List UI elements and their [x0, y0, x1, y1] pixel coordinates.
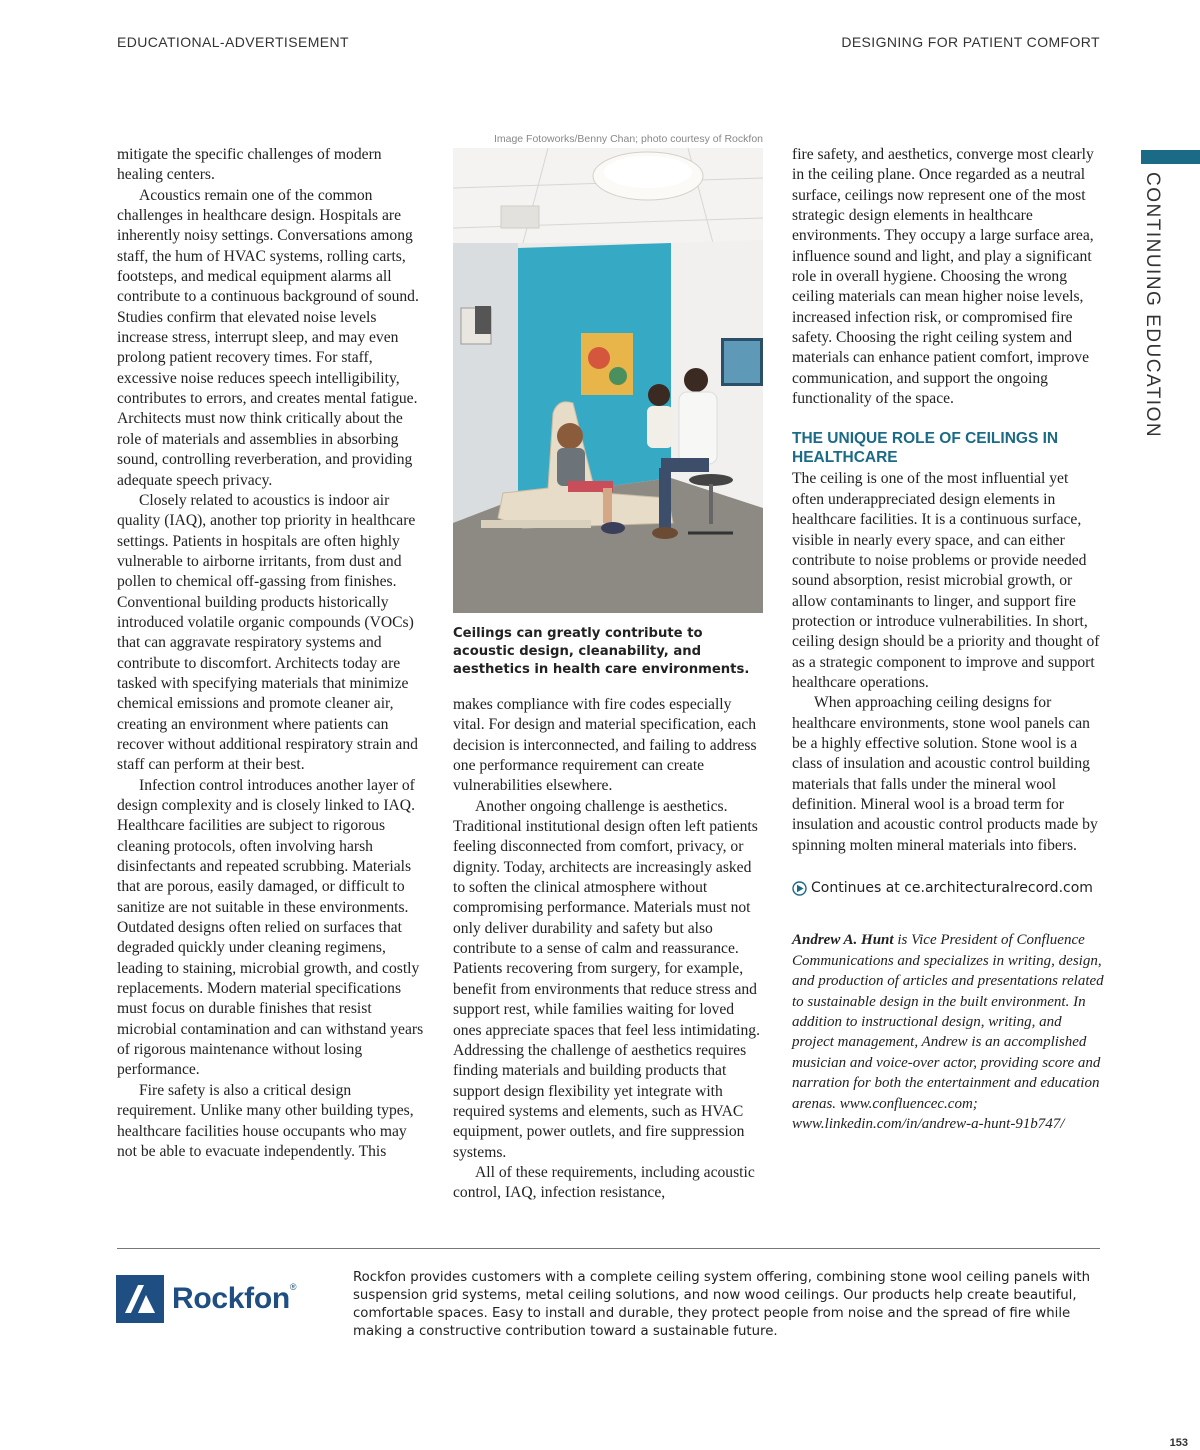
author-bio-text: is Vice President of Confluence Communications and specializes in writing, design, and production of articles and presentations related to sustainable design in the built environment. In addition to instructional design, writing, and project management, Andrew is an accomplished musician and voice-over actor, providing score and narration for both the entertainment and education arenas. www.confluencec.com; www.linkedin.com/in/andrew-a-hunt-91b747/	[792, 932, 1104, 1132]
rockfon-logo	[116, 1275, 296, 1323]
continues-text[interactable]: Continues at ce.architecturalrecord.com	[811, 880, 1093, 896]
footer-divider	[117, 1248, 1100, 1249]
paragraph: Acoustics remain one of the common challenges in healthcare design. Hospitals are inherently noisy settings. Conversations among staff, the hum of HVAC systems, rolling carts, footsteps, and medical equipment alarms all contribute to a continuous background of sound. Studies confirm that elevated noise levels increase stress, interrupt sleep, and may even prolong patient recovery times. For staff, excessive noise reduces speech intelligibility, contributes to errors, and creates mental fatigue. Architects must now think critically about the role of materials and assemblies in absorbing sound, controlling reverberation, and providing adequate speech privacy.	[117, 186, 419, 489]
running-header-right: DESIGNING FOR PATIENT COMFORT	[841, 34, 1100, 50]
author-bio	[792, 930, 1104, 1134]
photo-credit: Image Fotoworks/Benny Chan; photo courtesy of Rockfon	[493, 133, 763, 145]
paragraph: The ceiling is one of the most influential yet often underappreciated design elements in healthcare facilities. It is a continuous surface, visible in nearly every space, and can either contribute to noise problems or provide needed sound absorption, resist microbial growth, or allow contaminants to linger, and support fire protection or introduce vulnerabilities. In short, ceiling design should be a priority and thought of as a strategic component to improve and support healthcare operations.	[792, 470, 1100, 691]
paragraph: Closely related to acoustics is indoor air quality (IAQ), another top priority in healthcare settings. Patients in hospitals are often highly vulnerable to airborne irritants, from dust and pollen to chemical off-gassing from finishes. Conventional building products historically introduced volatile organic compounds (VOCs) that can aggravate respiratory systems and contribute to discomfort. Architects today are tasked with specifying materials that minimize chemical emissions and promote cleaner air, creating an environment where patients can recover without additional respiratory strain and staff can perform at their best.	[117, 491, 418, 774]
paragraph: Another ongoing challenge is aesthetics. Traditional institutional design often left patients feeling disconnected from comfort, privacy, or dignity. Today, architects are increasingly asked to soften the clinical atmosphere without compromising performance. Materials must not only deliver durability and safety but also contribute to a sense of calm and reassurance. Patients recovering from surgery, for example, benefit from environments that reduce stress and support rest, while families waiting for loved ones appreciate spaces that feel less intimidating. Addressing the challenge of aesthetics requires finding materials and building products that support design flexibility yet integrate with required systems and elements, such as HVAC equipment, power outlets, and fire suppression systems.	[453, 797, 761, 1161]
paragraph: All of these requirements, including acoustic control, IAQ, infection resistance,	[453, 1163, 755, 1202]
trademark-symbol: ®	[289, 1282, 297, 1292]
paragraph: When approaching ceiling designs for healthcare environments, stone wool panels can be a highly effective solution. Stone wool is a class of insulation and acoustic control building materials that falls under the mineral wool definition. Mineral wool is a broad term for insulation and acoustic control products made by spinning molten mineral materials into fibers.	[792, 694, 1098, 854]
paragraph: mitigate the specific challenges of modern healing centers.	[117, 146, 382, 184]
continues-link[interactable]	[792, 878, 1104, 898]
running-header-left: EDUCATIONAL-ADVERTISEMENT	[117, 34, 349, 50]
paragraph: Infection control introduces another layer of design complexity and is closely linked to IAQ. Healthcare facilities are subject to rigorous cleaning protocols, often involving harsh disinfectants and repeated scrubbing. Materials that are porous, easily damaged, or difficult to sanitize are not suitable in these environments. Outdated designs often relied on surfaces that degraded quickly under cleaning regimens, leading to staining, microbial growth, and costly replacements. Modern material specifications must focus on durable finishes that resist microbial contamination and can withstand years of rigorous maintenance without losing performance.	[117, 776, 424, 1079]
play-arrow-icon	[792, 881, 807, 896]
article-column-2	[453, 695, 763, 1204]
section-tab-bar	[1141, 150, 1200, 164]
photo-caption: Ceilings can greatly contribute to acoustic design, cleanability, and aesthetics in health care environments.	[453, 626, 750, 677]
brand-wordmark	[172, 1282, 296, 1316]
section-side-label: CONTINUING EDUCATION	[1142, 172, 1163, 439]
article-column-1	[117, 145, 429, 1162]
rockfon-mark-icon	[116, 1275, 164, 1323]
author-name: Andrew A. Hunt	[792, 932, 894, 949]
section-heading: THE UNIQUE ROLE OF CEILINGS IN HEALTHCARE	[792, 430, 1059, 467]
brand-name: Rockfon	[172, 1282, 290, 1315]
page-number: 153	[1169, 1437, 1188, 1449]
exam-room-photo	[453, 148, 763, 613]
paragraph: fire safety, and aesthetics, converge most clearly in the ceiling plane. Once regarded as a neutral surface, ceilings now represent one of the most strategic design elements in healthcare environments. They occupy a large surface area, influence sound and light, and play a significant role in overall hygiene. Choosing the wrong ceiling materials can mean higher noise levels, increased infection risk, or compromised fire safety. Choosing the right ceiling system and materials can enhance patient comfort, improve communication, and support the ongoing functionality of the space.	[792, 146, 1094, 408]
paragraph: makes compliance with fire codes especially vital. For design and material specification, each decision is interconnected, and failing to address one performance requirement can create vulnerabilities elsewhere.	[453, 696, 757, 795]
sponsor-description: Rockfon provides customers with a complete ceiling system offering, combining stone wool ceiling panels with suspension grid systems, metal ceiling solutions, and now wood ceilings. Our products help create beautiful, comfortable spaces. Easy to install and durable, they protect people from noise and the spread of fire while making a constructive contribution toward a sustainable future.	[353, 1270, 1091, 1339]
paragraph: Fire safety is also a critical design requirement. Unlike many other building types, healthcare facilities house occupants who may not be able to evacuate independently. This	[117, 1081, 414, 1160]
article-column-3	[792, 145, 1104, 1134]
